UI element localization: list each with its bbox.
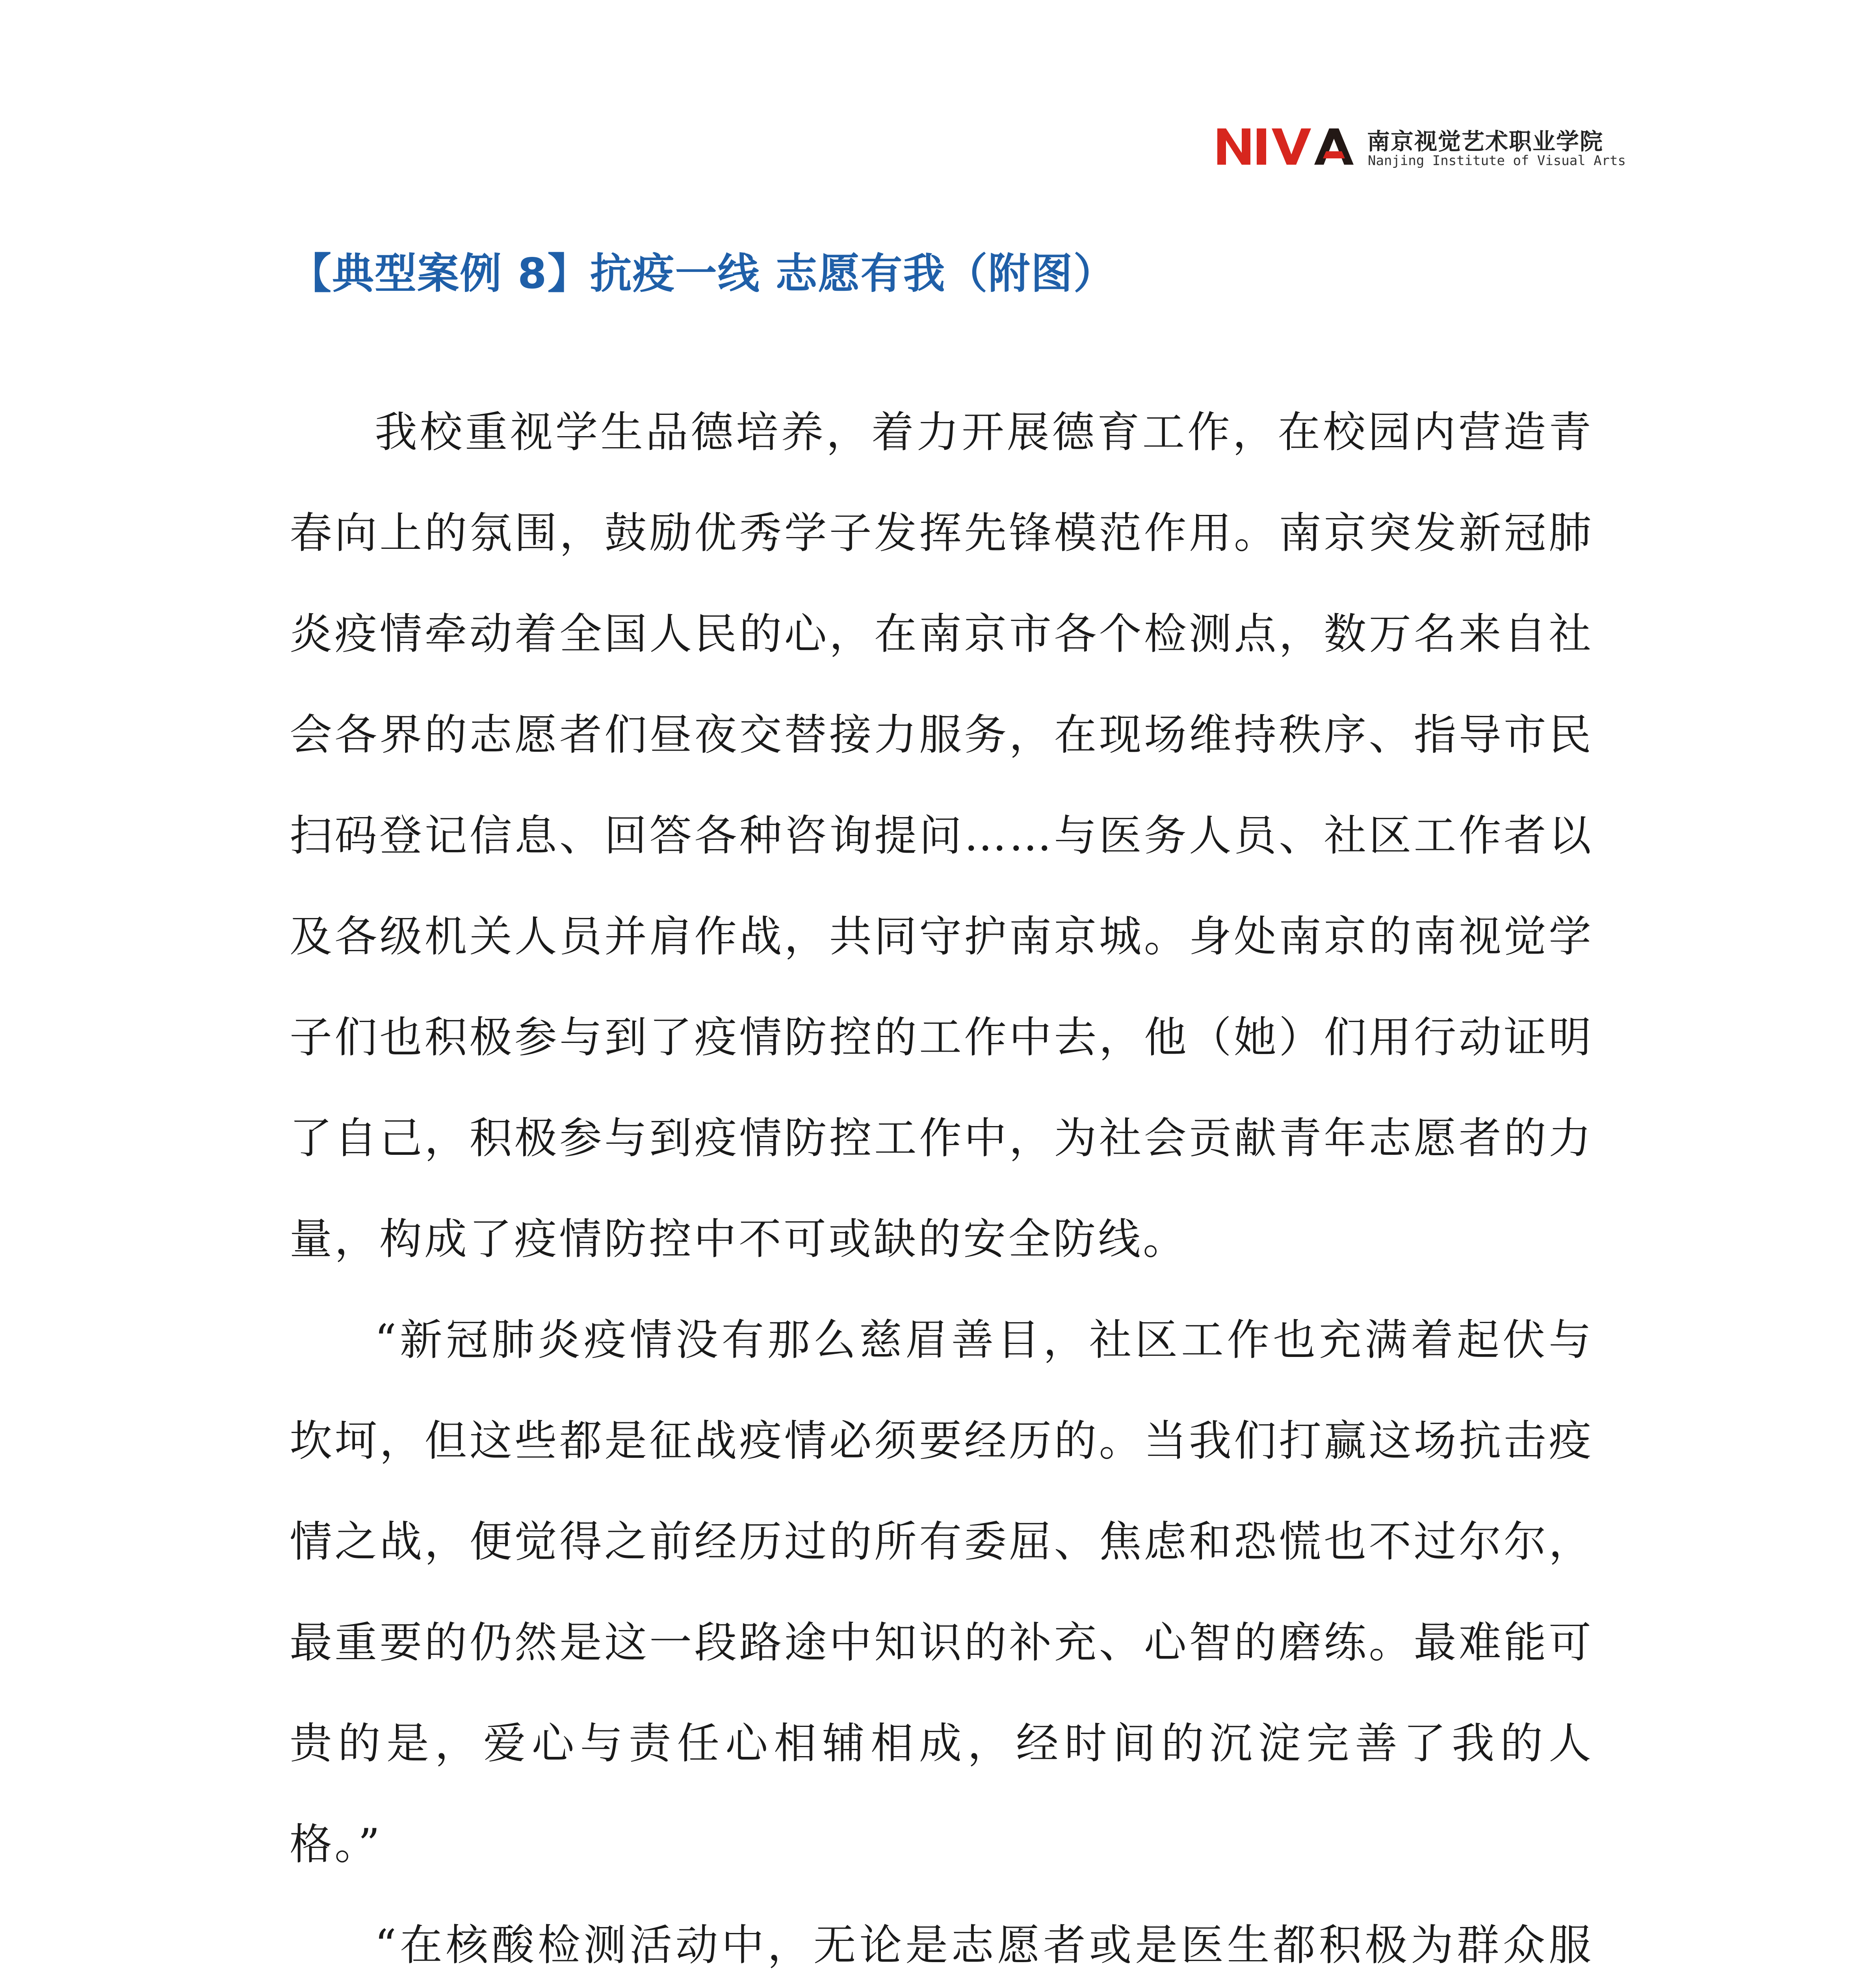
paragraph-2: “新冠肺炎疫情没有那么慈眉善目，社区工作也充满着起伏与坎坷，但这些都是征战疫情必须要经历的。当我们打赢这场抗击疫情之战，便觉得之前经历过的所有委屈、焦虑和恐慌也不过尔尔，最重要的仍然是这一段路途中知识的补充、心智的磨练。最难能可贵的是，爱心与责任心相辅相成，经时间的沉淀完善了我的人格。” bbox=[290, 1316, 1594, 1869]
paragraph-3: “在核酸检测活动中，无论是志愿者或是医生都积极为群众服 bbox=[375, 1921, 1594, 1970]
school-logo bbox=[1217, 118, 1626, 177]
school-name-en: Nanjing Institute of Visual Arts bbox=[1368, 153, 1626, 169]
niva-logo-icon bbox=[1217, 127, 1359, 166]
paragraph-1: 我校重视学生品德培养，着力开展德育工作，在校园内营造青春向上的氛围，鼓励优秀学子发挥先锋模范作用。南京突发新冠肺炎疫情牵动着全国人民的心，在南京市各个检测点，数万名来自社会各界的志愿者们昼夜交替接力服务，在现场维持秩序、指导市民扫码登记信息、回答各种咨询提问……与医务人员、社区工作者以及各级机关人员并肩作战，共同守护南京城。身处南京的南视觉学子们也积极参与到了疫情防控的工作中去，他（她）们用行动证明了自己，积极参与到疫情防控工作中，为社会贡献青年志愿者的力量，构成了疫情防控中不可或缺的安全防线。 bbox=[290, 408, 1594, 1264]
case-title: 【典型案例 8】抗疫一线 志愿有我（附图） bbox=[290, 249, 1116, 298]
article-body bbox=[290, 382, 1594, 1970]
school-name-cn: 南京视觉艺术职业学院 bbox=[1367, 128, 1604, 155]
